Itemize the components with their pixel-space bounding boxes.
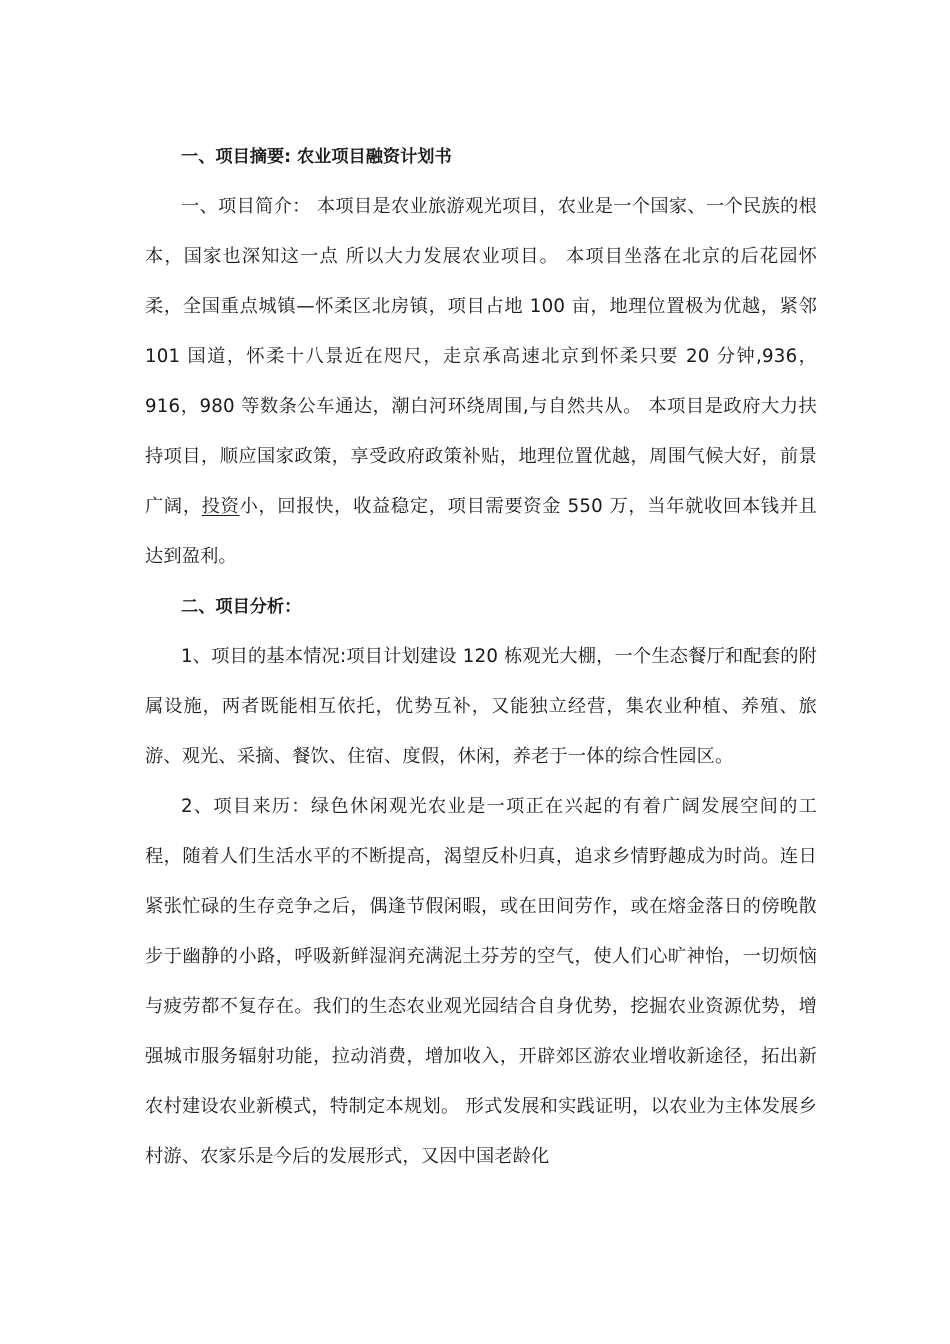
section-heading-analysis: 二、项目分析： bbox=[181, 597, 302, 617]
intro-paragraph bbox=[145, 182, 817, 582]
basic-info-paragraph: 1、项目的基本情况:项目计划建设 120 栋观光大棚，一个生态餐厅和配套的附属设施，两者既能相互依托，优势互补，又能独立经营，集农业种植、养殖、旅游、观光、采摘、餐饮、住宿、度假，休闲，养老于一体的综合性园区。 bbox=[145, 646, 817, 767]
intro-text-continued: 小，回报快，收益稳定，项目需要资金 550 万，当年就收回本钱并且达到盈利。 bbox=[145, 496, 817, 567]
investment-link[interactable]: 投资 bbox=[201, 496, 240, 517]
document-title: 一、项目摘要: 农业项目融资计划书 bbox=[181, 147, 452, 167]
document-body bbox=[145, 132, 817, 1182]
intro-text: 一、项目简介： 本项目是农业旅游观光项目，农业是一个国家、一个民族的根本，国家也深知这一点 所以大力发展农业项目。 本项目坐落在北京的后花园怀柔，全国重点城镇—怀柔区北房镇，项目占地 100 亩，地理位置极为优越，紧邻 101 国道，怀柔十八景近在咫尺，走京承高速北京到怀柔只要 20 分钟,936，916，980 等数条公车通达，潮白河环绕周围,与自然共从。 本项目是政府大力扶持项目，顺应国家政策，享受政府政策补贴，地理位置优越，周围气候大好，前景广阔， bbox=[145, 196, 817, 517]
origin-paragraph: 2、项目来历：绿色休闲观光农业是一项正在兴起的有着广阔发展空间的工程，随着人们生活水平的不断提高，渴望反朴归真，追求乡情野趣成为时尚。连日紧张忙碌的生存竞争之后，偶逢节假闲暇，或在田间劳作，或在熔金落日的傍晚散步于幽静的小路，呼吸新鲜湿润充满泥土芬芳的空气，使人们心旷神怡，一切烦恼与疲劳都不复存在。我们的生态农业观光园结合自身优势，挖掘农业资源优势，增强城市服务辐射功能，拉动消费，增加收入，开辟郊区游农业增收新途径，拓出新农村建设农业新模式，特制定本规划。 形式发展和实践证明，以农业为主体发展乡村游、农家乐是今后的发展形式，又因中国老龄化 bbox=[145, 796, 817, 1167]
